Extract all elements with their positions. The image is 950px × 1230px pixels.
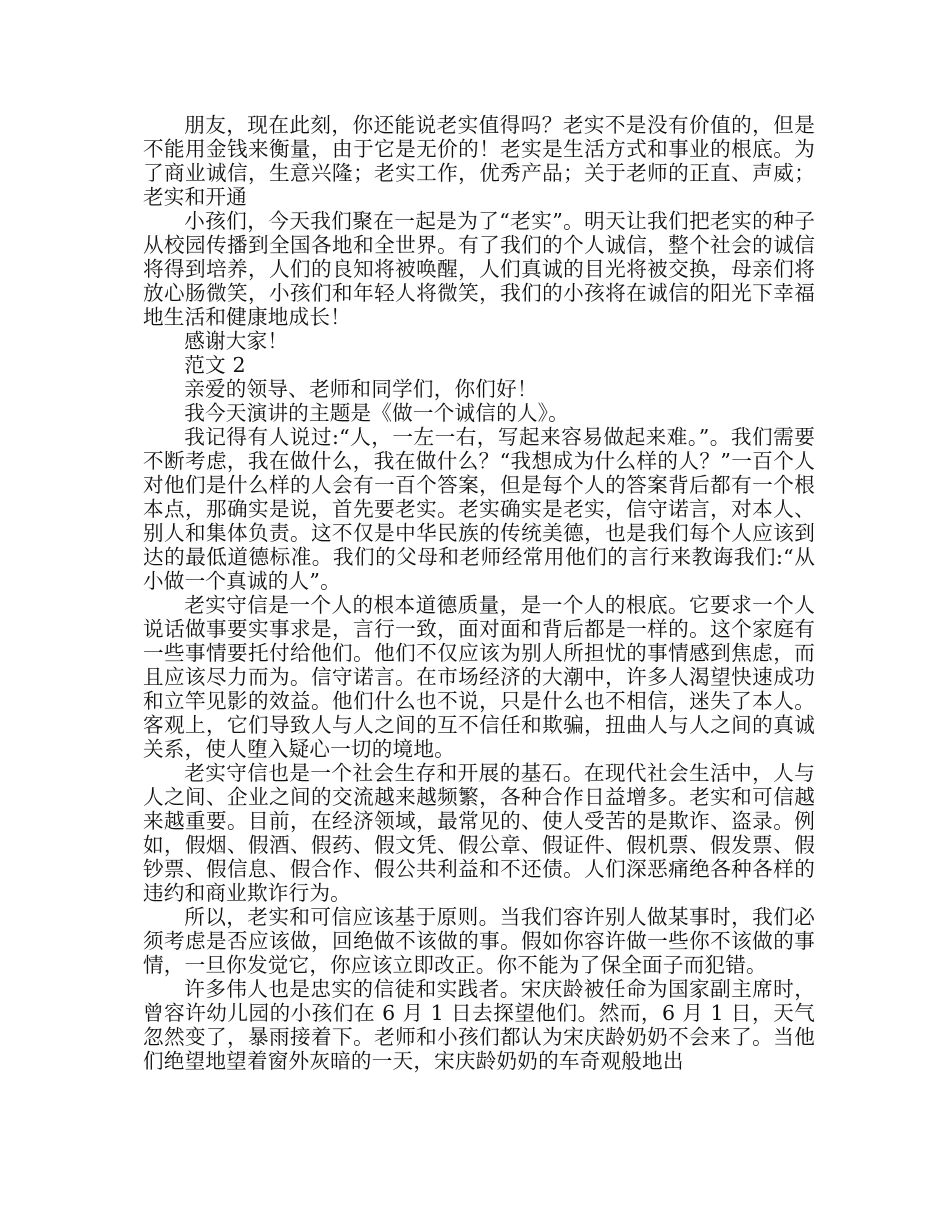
- paragraph-2: 小孩们，今天我们聚在一起是为了“老实”。明天让我们把老实的种子从校园传播到全国各地和全世界。有了我们的个人诚信，整个社会的诚信将得到培养，人们的良知将被唤醒，人们真诚的目光将被交换，母亲们将放心肠微笑，小孩们和年轻人将微笑，我们的小孩将在诚信的阳光下幸福地生活和健康地成长！: [143, 209, 815, 329]
- paragraph-greeting: 亲爱的领导、老师和同学们，你们好！: [184, 377, 538, 401]
- paragraph-9: 老实守信也是一个社会生存和开展的基石。在现代社会生活中，人与人之间、企业之间的交流越来越频繁，各种合作日益增多。老实和可信越来越重要。目前，在经济领域，最常见的、使人受苦的是欺诈、盗录。例如，假烟、假酒、假药、假文凭、假公章、假证件、假机票、假发票、假钞票、假信息、假合作、假公共利益和不还债。人们深恶痛绝各种各样的违约和商业欺诈行为。: [143, 761, 815, 905]
- document-page: [143, 113, 815, 1073]
- paragraph-10: 所以，老实和可信应该基于原则。当我们容许别人做某事时，我们必须考虑是否应该做，回绝做不该做的事。假如你容许做一些你不该做的事情，一旦你发觉它，你应该立即改正。你不能为了保全面子而犯错。: [143, 905, 815, 977]
- paragraph-topic: 我今天演讲的主题是《做一个诚信的人》。: [184, 401, 569, 425]
- paragraph-3: 感谢大家！: [184, 329, 289, 353]
- paragraph-11: 许多伟人也是忠实的信徒和实践者。宋庆龄被任命为国家副主席时，曾容许幼儿园的小孩们在 6 月 1 日去探望他们。然而，6 月 1 日，天气忽然变了，暴雨接着下。老师和小孩们都认为宋庆龄奶奶不会来了。当他们绝望地望着窗外灰暗的一天，宋庆龄奶奶的车奇观般地出: [143, 977, 815, 1073]
- section-heading: 范文 2: [184, 353, 246, 377]
- paragraph-8: 老实守信是一个人的根本道德质量，是一个人的根底。它要求一个人说话做事要实事求是，言行一致，面对面和背后都是一样的。这个家庭有一些事情要托付给他们。他们不仅应该为别人所担忧的事情感到焦虑，而且应该尽力而为。信守诺言。在市场经济的大潮中，许多人渴望快速成功和立竿见影的效益。他们什么也不说，只是什么也不相信，迷失了本人。客观上，它们导致人与人之间的互不信任和欺骗，扭曲人与人之间的真诚关系，使人堕入疑心一切的境地。: [143, 593, 815, 761]
- paragraph-1: 朋友，现在此刻，你还能说老实值得吗？老实不是没有价值的，但是不能用金钱来衡量，由于它是无价的！老实是生活方式和事业的根底。为了商业诚信，生意兴隆；老实工作，优秀产品；关于老师的正直、声威；老实和开通: [143, 113, 815, 209]
- paragraph-7: 我记得有人说过:“人，一左一右，写起来容易做起来难。”。我们需要不断考虑，我在做什么，我在做什么？“我想成为什么样的人？”一百个人对他们是什么样的人会有一百个答案，但是每个人的答案背后都有一个根本点，那确实是说，首先要老实。老实确实是老实，信守诺言，对本人、别人和集体负责。这不仅是中华民族的传统美德，也是我们每个人应该到达的最低道德标准。我们的父母和老师经常用他们的言行来教诲我们:“从小做一个真诚的人”。: [143, 425, 815, 593]
